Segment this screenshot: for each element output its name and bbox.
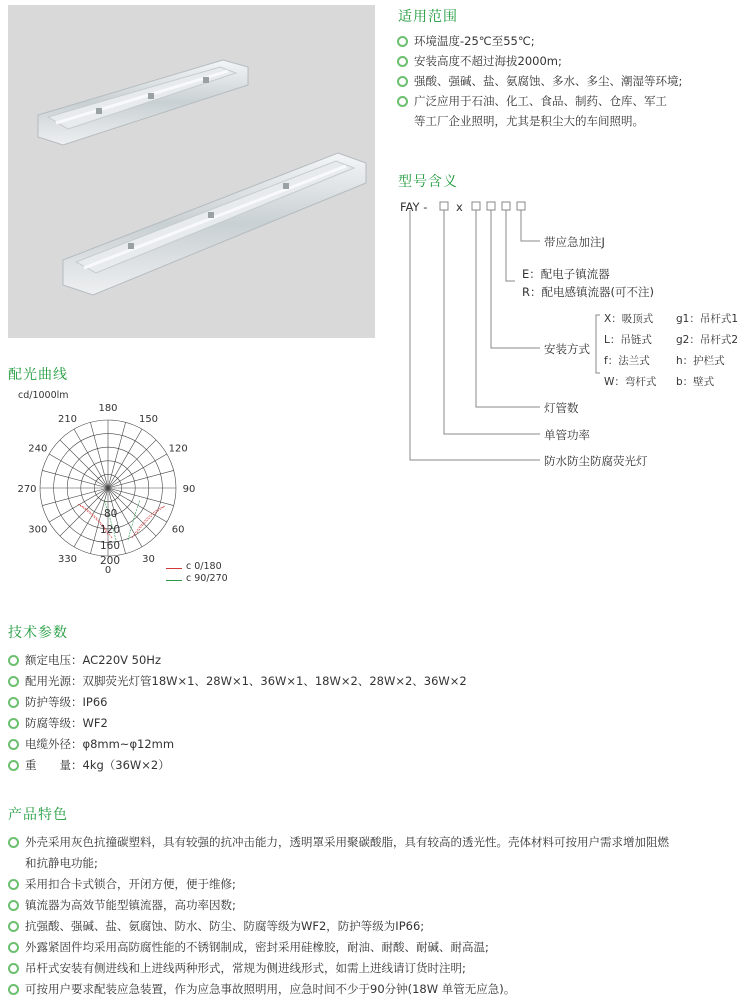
bullet-icon bbox=[397, 96, 408, 107]
list-item: 强酸、强碱、盐、氨腐蚀、多水、多尘、潮湿等环境; bbox=[397, 71, 682, 91]
bullet-icon bbox=[8, 984, 19, 995]
list-item: 外壳采用灰色抗撞碳塑料，具有较强的抗冲击能力，透明罩采用聚碳酸脂，具有较高的透光性。壳体材料可按用户需求增加阻燃 bbox=[8, 832, 669, 853]
list-item: 抗强酸、强碱、盐、氨腐蚀、防水、防尘、防腐等级为WF2，防护等级为IP66; bbox=[8, 916, 669, 937]
list-item: 广泛应用于石油、化工、食品、制药、仓库、军工 bbox=[397, 91, 682, 111]
list-item: 外露紧固件均采用高防腐性能的不锈钢制成，密封采用硅橡胶，耐油、耐酸、耐碱、耐高温; bbox=[8, 937, 669, 958]
bullet-icon bbox=[8, 942, 19, 953]
section-title-curve: 配光曲线 bbox=[8, 367, 68, 383]
install-option: b：壁式 bbox=[676, 376, 715, 388]
bullet-icon bbox=[8, 697, 19, 708]
tech-list bbox=[8, 650, 467, 776]
code-box bbox=[440, 202, 448, 210]
legend-swatch-c0 bbox=[166, 568, 182, 569]
polar-spoke bbox=[74, 429, 108, 488]
bullet-icon bbox=[8, 900, 19, 911]
list-item: 安装高度不超过海拔2000m; bbox=[397, 51, 682, 71]
list-item: 镇流器为高效节能型镇流器，高功率因数; bbox=[8, 895, 669, 916]
code-box bbox=[472, 202, 480, 210]
list-item: 电缆外径：φ8mm~φ12mm bbox=[8, 734, 467, 755]
radial-label: 80 bbox=[104, 508, 118, 520]
angle-label: 60 bbox=[171, 524, 185, 536]
model-code-x: x bbox=[456, 200, 463, 214]
bullet-icon bbox=[8, 655, 19, 666]
polar-spoke bbox=[108, 429, 142, 488]
bullet-icon bbox=[8, 879, 19, 890]
angle-label: 120 bbox=[168, 443, 188, 455]
label-ballast-e: E：配电子镇流器 bbox=[522, 267, 610, 281]
list-item-continuation: 和抗静电功能; bbox=[25, 856, 98, 870]
angle-label: 210 bbox=[57, 413, 78, 425]
polar-spoke bbox=[108, 454, 167, 488]
section-title-features: 产品特色 bbox=[8, 807, 68, 823]
install-option: g1：吊杆式1 bbox=[676, 313, 739, 325]
bullet-icon bbox=[8, 676, 19, 687]
angle-label: 90 bbox=[182, 484, 196, 495]
polar-spoke bbox=[60, 440, 108, 488]
angle-label: 330 bbox=[57, 554, 78, 566]
polar-spoke bbox=[42, 488, 108, 506]
polar-spoke bbox=[108, 440, 156, 488]
features-list bbox=[8, 832, 669, 1000]
bullet-icon bbox=[8, 739, 19, 750]
list-item: 重 量：4kg（36W×2） bbox=[8, 755, 467, 776]
label-ballast-r: R：配电感镇流器(可不注) bbox=[522, 285, 654, 299]
list-item: 可按用户要求配装应急装置，作为应急事故照明用，应急时间不少于90分钟(18W 单管无应急)。 bbox=[8, 979, 669, 1000]
legend-label: c 0/180 bbox=[186, 561, 222, 572]
label-name: 防水防尘防腐荧光灯 bbox=[544, 454, 648, 468]
list-item: 吊杆式安装有侧进线和上进线两种形式，常规为侧进线形式，如需上进线请订货时注明; bbox=[8, 958, 669, 979]
curve-unit: cd/1000lm bbox=[18, 390, 69, 401]
radial-label: 160 bbox=[100, 540, 121, 552]
bullet-icon bbox=[397, 56, 408, 67]
polar-spoke bbox=[108, 422, 126, 488]
list-item: 防腐等级：WF2 bbox=[8, 713, 467, 734]
applicable-list bbox=[397, 31, 682, 131]
list-item: 采用扣合卡式锁合，开闭方便，便于维修; bbox=[8, 874, 669, 895]
product-photo bbox=[8, 5, 375, 338]
code-box bbox=[487, 202, 495, 210]
polar-spoke bbox=[49, 454, 108, 488]
bullet-icon bbox=[8, 837, 19, 848]
label-tubes: 灯管数 bbox=[544, 401, 579, 415]
polar-spoke bbox=[108, 470, 174, 488]
polar-spoke bbox=[49, 488, 108, 522]
radial-label: 200 bbox=[100, 555, 121, 567]
code-box bbox=[517, 202, 525, 210]
bullet-icon bbox=[397, 36, 408, 47]
code-box bbox=[502, 202, 510, 210]
section-title-applicable: 适用范围 bbox=[398, 9, 458, 25]
legend-label: c 90/270 bbox=[186, 573, 228, 584]
model-code-prefix: FAY - bbox=[400, 200, 428, 214]
legend-swatch-c90 bbox=[166, 580, 182, 581]
polar-spoke bbox=[90, 422, 108, 488]
section-title-model: 型号含义 bbox=[398, 174, 458, 190]
angle-label: 180 bbox=[98, 403, 118, 414]
angle-label: 0 bbox=[104, 565, 112, 576]
section-title-tech: 技术参数 bbox=[8, 625, 68, 641]
polar-spoke bbox=[74, 488, 108, 547]
list-item: 环境温度-25℃至55℃; bbox=[397, 31, 682, 51]
install-option: h：护栏式 bbox=[676, 355, 725, 367]
label-install: 安装方式 bbox=[544, 342, 590, 356]
list-item: 配用光源：双脚荧光灯管18W×1、28W×1、36W×1、18W×2、28W×2、36W×2 bbox=[8, 671, 467, 692]
list-item: 防护等级：IP66 bbox=[8, 692, 467, 713]
install-option: L：吊链式 bbox=[604, 334, 652, 346]
radial-label: 120 bbox=[100, 524, 121, 536]
bullet-icon bbox=[8, 921, 19, 932]
install-option: g2：吊杆式2 bbox=[676, 334, 739, 346]
label-power: 单管功率 bbox=[544, 428, 590, 442]
angle-label: 150 bbox=[138, 413, 159, 425]
install-option: X：吸顶式 bbox=[604, 313, 654, 325]
angle-label: 240 bbox=[28, 443, 48, 455]
bullet-icon bbox=[397, 76, 408, 87]
angle-label: 30 bbox=[142, 554, 155, 566]
bullet-icon bbox=[8, 963, 19, 974]
angle-label: 300 bbox=[28, 524, 48, 536]
list-item-continuation: 等工厂企业照明，尤其是积尘大的车间照明。 bbox=[414, 114, 644, 128]
install-option: W：弯杆式 bbox=[604, 376, 657, 388]
label-emergency: 带应急加注J bbox=[544, 235, 605, 249]
polar-spoke bbox=[108, 488, 174, 506]
polar-spoke bbox=[42, 470, 108, 488]
angle-label: 270 bbox=[17, 484, 37, 495]
fluorescent-lamp-illustration bbox=[8, 5, 375, 338]
bullet-icon bbox=[8, 718, 19, 729]
list-item: 额定电压：AC220V 50Hz bbox=[8, 650, 467, 671]
install-option: f：法兰式 bbox=[604, 355, 650, 367]
bullet-icon bbox=[8, 760, 19, 771]
